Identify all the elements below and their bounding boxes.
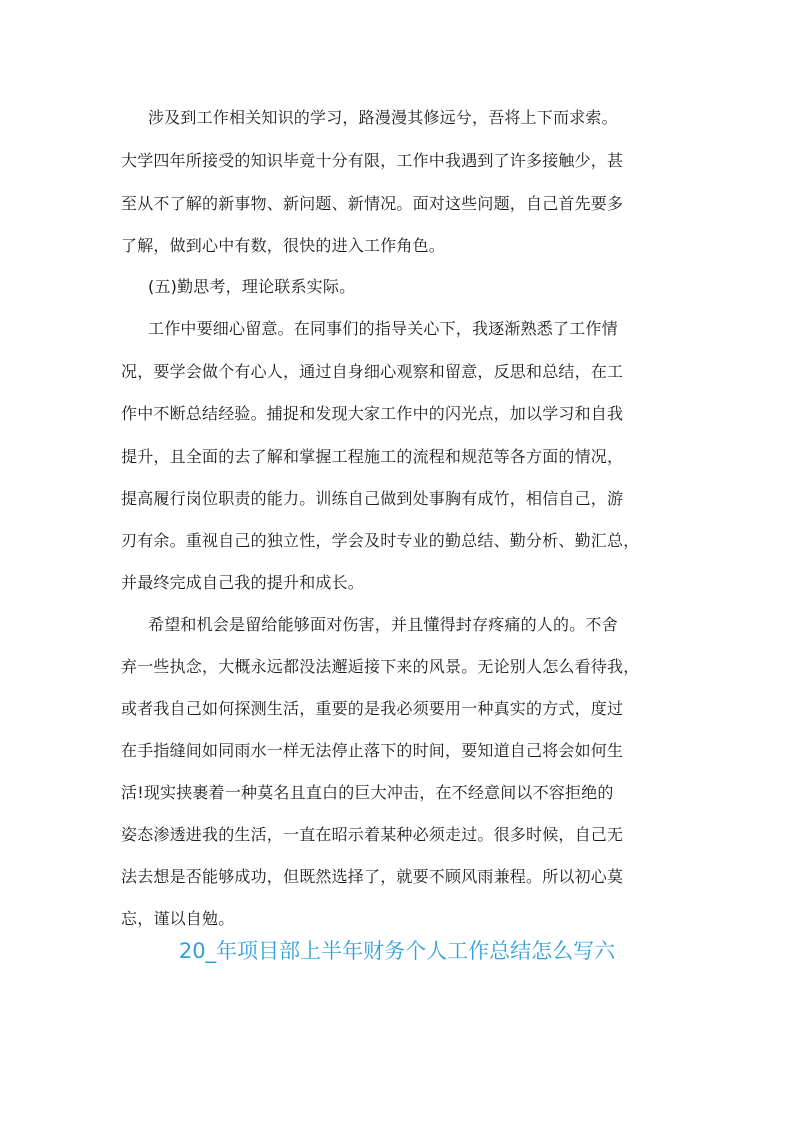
paragraph-3-line-8: 忘，谨以自勉。 <box>121 909 235 928</box>
section-heading-five: (五)勤思考，理论联系实际。 <box>148 277 356 296</box>
paragraph-2-line-5: 提高履行岗位职责的能力。训练自己做到处事胸有成竹，相信自己，游 <box>121 489 624 508</box>
paragraph-3-line-3: 或者我自己如何探测生活，重要的是我必须要用一种真实的方式，度过 <box>121 699 624 718</box>
paragraph-2-line-1: 工作中要细心留意。在同事们的指导关心下，我逐渐熟悉了工作情 <box>148 319 618 338</box>
paragraph-3-line-5: 活!现实挟裹着一种莫名且直白的巨大冲击，在不经意间以不容拒绝的 <box>121 783 614 802</box>
paragraph-1-line-2: 大学四年所接受的知识毕竟十分有限，工作中我遇到了许多接触少，甚 <box>121 151 624 170</box>
paragraph-3-line-7: 法去想是否能够成功，但既然选择了，就要不顾风雨兼程。所以初心莫 <box>121 867 624 886</box>
paragraph-2-line-7: 并最终完成自己我的提升和成长。 <box>121 573 365 592</box>
paragraph-2-line-4: 提升，且全面的去了解和掌握工程施工的流程和规范等各方面的情况， <box>121 447 624 466</box>
paragraph-2-line-3: 作中不断总结经验。捕捉和发现大家工作中的闪光点，加以学习和自我 <box>121 404 624 423</box>
paragraph-1-line-4: 了解，做到心中有数，很快的进入工作角色。 <box>121 236 446 255</box>
paragraph-3-line-2: 弃一些执念，大概永远都没法邂逅接下来的风景。无论别人怎么看待我， <box>121 657 640 676</box>
section-title: 20_年项目部上半年财务个人工作总结怎么写六 <box>178 939 616 963</box>
paragraph-1-line-1: 涉及到工作相关知识的学习，路漫漫其修远兮，吾将上下而求索。 <box>148 108 618 127</box>
paragraph-3-line-6: 姿态渗透进我的生活，一直在昭示着某种必须走过。很多时候，自己无 <box>121 825 624 844</box>
paragraph-3-line-4: 在手指缝间如同雨水一样无法停止落下的时间，要知道自己将会如何生 <box>121 741 624 760</box>
paragraph-1-line-3: 至从不了解的新事物、新问题、新情况。面对这些问题，自己首先要多 <box>121 194 624 213</box>
paragraph-2-line-2: 况，要学会做个有心人，通过自身细心观察和留意，反思和总结，在工 <box>121 362 624 381</box>
paragraph-3-line-1: 希望和机会是留给能够面对伤害，并且懂得封存疼痛的人的。不舍 <box>148 615 618 634</box>
paragraph-2-line-6: 刃有余。重视自己的独立性，学会及时专业的勤总结、勤分析、勤汇总， <box>121 531 640 550</box>
